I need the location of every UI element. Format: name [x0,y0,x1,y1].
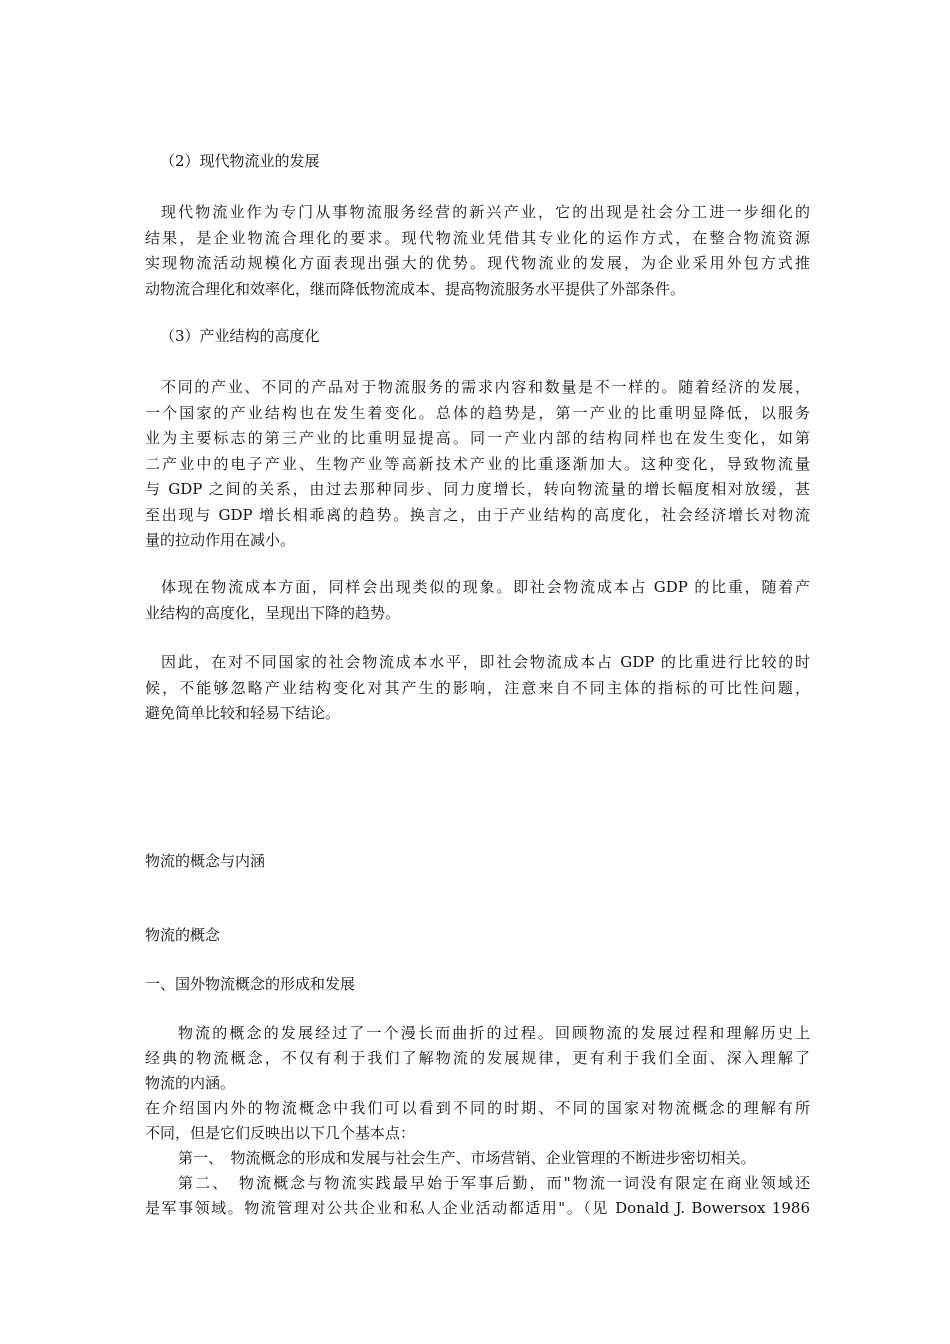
section-heading-industrial-structure: （3）产业结构的高度化 [160,327,320,345]
list-item-point-one: 第一、 物流概念的形成和发展与社会生产、市场营销、企业管理的不断进步密切相关。 [178,1149,756,1167]
paragraph-line: 与 GDP 之间的关系，由过去那种同步、同力度增长，转向物流量的增长幅度相对放缓，甚 [145,480,810,498]
paragraph-line: 实现物流活动规模化方面表现出强大的优势。现代物流业的发展，为企业采用外包方式推 [145,254,810,272]
paragraph-line: 避免简单比较和轻易下结论。 [145,704,341,722]
section-heading-foreign-logistics: 一、国外物流概念的形成和发展 [145,975,356,993]
paragraph-line: 业结构的高度化，呈现出下降的趋势。 [145,604,401,622]
section-subtitle: 物流的概念 [145,926,221,944]
paragraph-line: 因此，在对不同国家的社会物流成本水平，即社会物流成本占 GDP 的比重进行比较的时 [161,653,810,671]
section-heading-modern-logistics: （2）现代物流业的发展 [160,152,320,170]
paragraph-line: 不同的产业、不同的产品对于物流服务的需求内容和数量是不一样的。随着经济的发展， [161,378,810,396]
paragraph-line: 一个国家的产业结构也在发生着变化。总体的趋势是，第一产业的比重明显降低，以服务 [145,404,810,422]
paragraph-line: 至出现与 GDP 增长相乖离的趋势。换言之，由于产业结构的高度化，社会经济增长对物流 [145,506,810,524]
paragraph-line: 物流的内涵。 [145,1074,236,1092]
paragraph-line: 业为主要标志的第三产业的比重明显提高。同一产业内部的结构同样也在发生变化，如第 [145,429,810,447]
paragraph-line: 体现在物流成本方面，同样会出现类似的现象。即社会物流成本占 GDP 的比重，随着产 [161,578,810,596]
list-item-point-two: 第二、 物流概念与物流实践最早始于军事后勤，而"物流一词没有限定在商业领域还 [178,1174,810,1192]
paragraph-line: 不同，但是它们反映出以下几个基本点： [145,1124,416,1142]
paragraph-line: 结果，是企业物流合理化的要求。现代物流业凭借其专业化的运作方式，在整合物流资源 [145,229,810,247]
paragraph-line: 动物流合理化和效率化，继而降低物流成本、提高物流服务水平提供了外部条件。 [145,280,686,298]
paragraph-line: 候，不能够忽略产业结构变化对其产生的影响，注意来自不同主体的指标的可比性问题， [145,679,810,697]
paragraph-line: 现代物流业作为专门从事物流服务经营的新兴产业，它的出现是社会分工进一步细化的 [161,203,810,221]
paragraph-line: 在介绍国内外的物流概念中我们可以看到不同的时期、不同的国家对物流概念的理解有所 [145,1099,810,1117]
paragraph-line: 二产业中的电子产业、生物产业等高新技术产业的比重逐渐加大。这种变化，导致物流量 [145,455,810,473]
paragraph-line: 物流的概念的发展经过了一个漫长而曲折的过程。回顾物流的发展过程和理解历史上 [178,1024,810,1042]
paragraph-line: 量的拉动作用在减小。 [145,531,296,549]
paragraph-line: 是军事领域。物流管理对公共企业和私人企业活动都适用"。（见 Donald J. Bowersox 1986 [145,1199,810,1217]
chapter-title: 物流的概念与内涵 [145,852,266,870]
paragraph-line: 经典的物流概念，不仅有利于我们了解物流的发展规律，更有利于我们全面、深入理解了 [145,1049,810,1067]
